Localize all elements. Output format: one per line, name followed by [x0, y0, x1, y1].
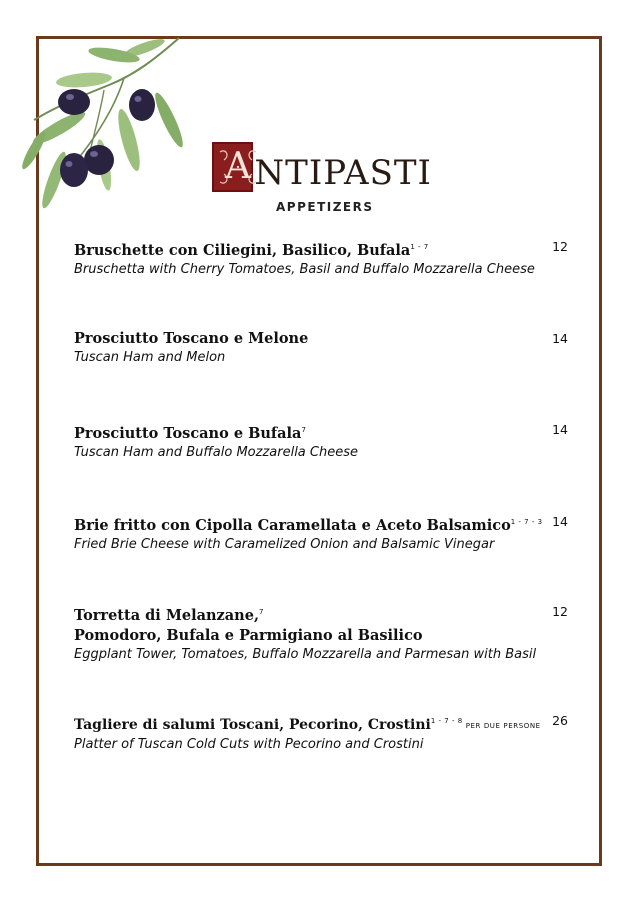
- allergen-codes: 1 - 7 - 3: [510, 518, 543, 526]
- item-price: 12: [552, 239, 568, 254]
- menu-item: [74, 329, 570, 367]
- item-name: Bruschette con Ciliegini, Basilico, Bufala$^{1 - 7}$: [74, 242, 429, 259]
- serving-note: PER DUE PERSONE: [465, 722, 541, 730]
- item-name: Brie fritto con Cipolla Caramellata e Aceto Balsamico$^{1 - 7 - 3}$: [74, 517, 543, 534]
- drop-cap-letter: A: [225, 146, 251, 187]
- item-price: 14: [552, 331, 568, 346]
- item-price: 12: [552, 604, 568, 619]
- olive-branch-icon: [14, 30, 194, 230]
- item-name: Tagliere di salumi Toscani, Pecorino, Crostini$^{1 - 7 - 8}$PER DUE PERSONE: [74, 717, 541, 733]
- menu-item: [74, 711, 570, 754]
- item-name-line2: Pomodoro, Bufala e Parmigiano al Basilico: [74, 627, 423, 644]
- menu-title: [212, 140, 432, 214]
- item-name: Prosciutto Toscano e Melone: [74, 330, 309, 347]
- item-price: 26: [552, 713, 568, 728]
- item-description: Eggplant Tower, Tomatoes, Buffalo Mozzarella and Parmesan with Basil: [74, 647, 537, 662]
- menu-item: [74, 512, 570, 554]
- menu-item: [74, 602, 570, 664]
- allergen-codes: 7: [301, 426, 307, 434]
- item-price: 14: [552, 514, 568, 529]
- item-description: Tuscan Ham and Buffalo Mozzarella Cheese: [74, 445, 358, 460]
- allergen-codes: 7: [259, 608, 264, 616]
- title-text: NTIPASTI: [254, 153, 432, 193]
- allergen-codes: 1 - 7 - 8: [430, 717, 463, 725]
- item-description: Fried Brie Cheese with Caramelized Onion and Balsamic Vinegar: [74, 537, 495, 552]
- item-description: Bruschetta with Cherry Tomatoes, Basil and Buffalo Mozzarella Cheese: [74, 262, 535, 277]
- item-description: Tuscan Ham and Melon: [74, 350, 226, 365]
- item-name: Prosciutto Toscano e Bufala$^7$: [74, 425, 307, 442]
- item-price: 14: [552, 422, 568, 437]
- item-name: Torretta di Melanzane,$^7$: [74, 607, 264, 624]
- menu-item: [74, 237, 570, 279]
- allergen-codes: 1 - 7: [410, 243, 429, 251]
- item-description: Platter of Tuscan Cold Cuts with Pecorino and Crostini: [74, 737, 424, 752]
- menu-item: [74, 420, 570, 462]
- drop-cap: [212, 142, 253, 192]
- subtitle: APPETIZERS: [276, 200, 374, 214]
